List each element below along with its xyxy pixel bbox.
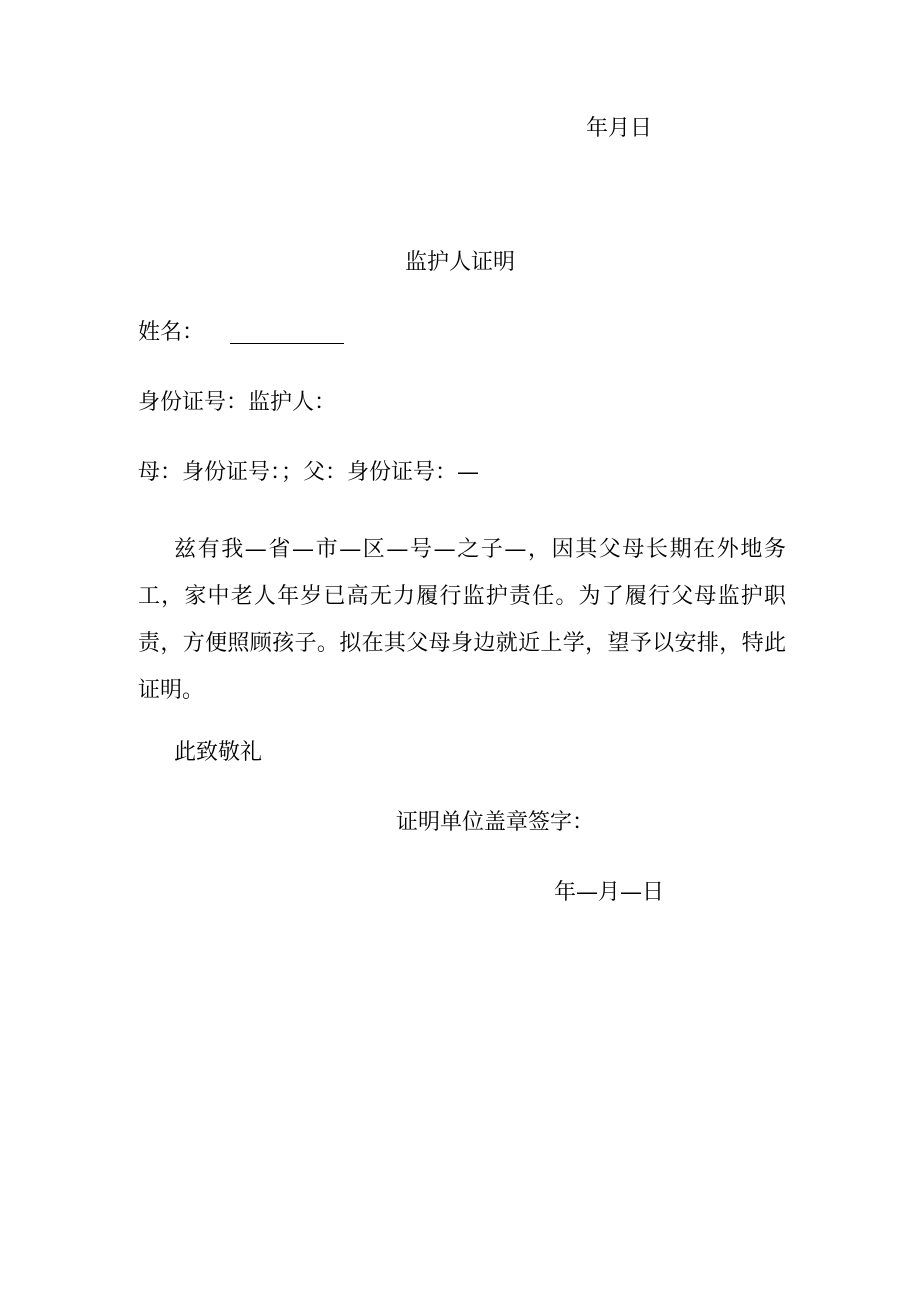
- document-title: 监护人证明: [404, 250, 515, 275]
- name-row: [138, 318, 344, 348]
- name-label: 姓名：: [138, 320, 205, 345]
- closing-salutation: 此致敬礼: [174, 740, 263, 765]
- certificate-body: 兹有我—省—市—区—号—之子—，因其父母长期在外地务工，家中老人年岁已高无力履行监护责任。为了履行父母监护职责，方便照顾孩子。拟在其父母身边就近上学，望予以安排，特此证明。: [138, 537, 786, 703]
- name-blank-line: [230, 323, 344, 344]
- signature-label: 证明单位盖章签字：: [396, 810, 595, 835]
- header-date: 年月日: [586, 116, 653, 141]
- id-guardian-line: 身份证号：监护人：: [138, 390, 337, 415]
- signature-date: 年—月—日: [554, 880, 665, 905]
- parents-id-line: 母：身份证号：；父：身份证号：—: [138, 460, 480, 485]
